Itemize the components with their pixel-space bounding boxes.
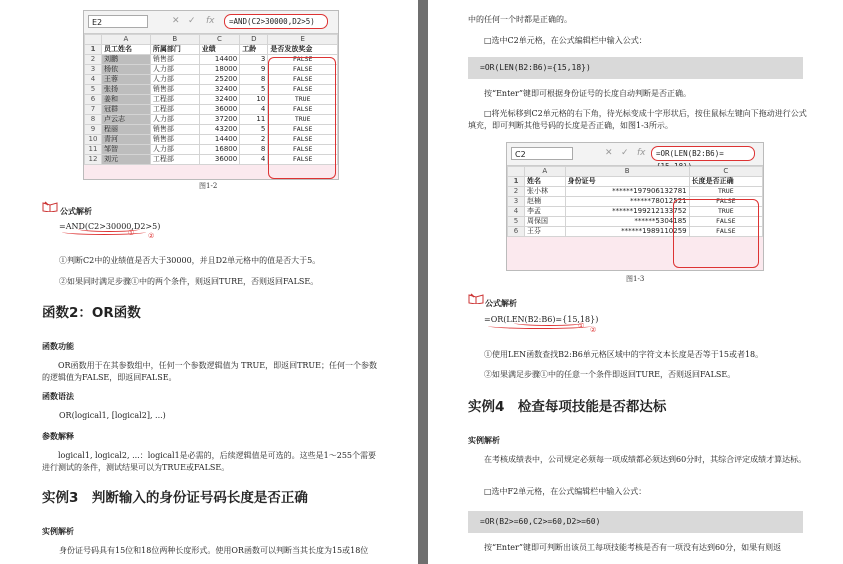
formula-line: =OR(LEN(B2:B6)={15,18}) [484, 315, 599, 324]
paragraph: 按“Enter”键即可判断出该员工每项技能考核是否有一项没有达到60分，如果有则返 [484, 543, 782, 552]
cell[interactable]: 杨依 [102, 65, 151, 75]
cell[interactable]: 刘鹏 [102, 55, 151, 65]
table-row [85, 45, 338, 55]
column-header[interactable]: A [102, 35, 151, 45]
paragraph: 在考核成绩表中，公司规定必须每一项成绩都必须达到60分时，其综合评定成绩才算达标。 [484, 455, 807, 464]
cell[interactable]: 32400 [199, 95, 239, 105]
paragraph: OR函数用于在其参数组中，任何一个参数逻辑值为 TRUE，即返回TRUE；任何一个参数的逻辑值为FALSE，即返回FALSE。 [42, 361, 378, 382]
section-heading: 函数2：OR函数 [42, 305, 141, 321]
cell[interactable]: 卢云志 [102, 115, 151, 125]
cell[interactable]: 43200 [199, 125, 239, 135]
header-cell[interactable]: 身份证号 [565, 177, 689, 187]
cell[interactable]: FALSE [268, 125, 338, 135]
marker-2: ② [590, 326, 597, 334]
subheading: 参数解释 [42, 432, 74, 441]
code-block: =OR(B2>=60,C2>=60,D2>=60) [468, 511, 803, 533]
marker-1: ① [128, 229, 135, 237]
cell[interactable]: 工程部 [150, 95, 199, 105]
header-cell[interactable]: 工龄 [240, 45, 268, 55]
paragraph: 身份证号码具有15位和18位两种长度形式。使用OR函数可以判断当其长度为15或18位 [59, 546, 369, 555]
cell[interactable]: TRUE [689, 187, 762, 197]
cell[interactable]: 18000 [199, 65, 239, 75]
confirm-icon: ✓ [621, 148, 629, 158]
code-block: =OR(LEN(B2:B6)={15,18}) [468, 57, 803, 79]
cancel-icon: ✕ [172, 16, 180, 26]
cell[interactable]: 销售部 [150, 55, 199, 65]
formula-bar [84, 11, 338, 34]
figure-caption: 图1-2 [199, 182, 218, 190]
cell[interactable]: FALSE [689, 227, 762, 237]
name-box[interactable]: C2 [511, 147, 573, 160]
analysis-title: 公式解析 [60, 207, 92, 216]
row-number[interactable]: 5 [85, 85, 102, 95]
step: □选中C2单元格，在公式编辑栏中输入公式： [484, 36, 647, 45]
row-number[interactable]: 4 [508, 207, 525, 217]
cell[interactable]: 4 [240, 155, 268, 165]
table-row [508, 187, 763, 197]
cell[interactable]: 人力部 [150, 65, 199, 75]
cell[interactable]: ******5304185 [565, 217, 689, 227]
header-cell[interactable]: 姓名 [525, 177, 566, 187]
formula-line: =AND(C2>30000,D2>5) [59, 222, 161, 231]
cell[interactable]: 11 [240, 115, 268, 125]
result-column-highlight [268, 57, 336, 179]
cell[interactable]: 王蓉 [102, 75, 151, 85]
cell[interactable]: FALSE [268, 85, 338, 95]
cell[interactable]: 4 [240, 105, 268, 115]
cell[interactable]: 赵楠 [525, 197, 566, 207]
cell[interactable]: 程丽 [102, 125, 151, 135]
analysis-title: 公式解析 [485, 299, 517, 308]
formula-input[interactable]: =OR(LEN(B2:B6)= [651, 146, 755, 161]
header-cell[interactable]: 业绩 [199, 45, 239, 55]
row-number[interactable]: 1 [85, 45, 102, 55]
row-number[interactable]: 3 [508, 197, 525, 207]
paragraph: ②如果满足步骤①中的任意一个条件即返回TURE，否则返回FALSE。 [484, 370, 736, 379]
cell[interactable]: 32400 [199, 85, 239, 95]
cell[interactable]: 人力部 [150, 145, 199, 155]
step: □选中F2单元格，在公式编辑栏中输入公式： [484, 487, 647, 496]
column-header[interactable]: E [268, 35, 338, 45]
cell[interactable]: FALSE [689, 217, 762, 227]
subheading: 实例解析 [468, 436, 500, 445]
cell[interactable]: 36000 [199, 155, 239, 165]
header-cell[interactable]: 长度是否正确 [689, 177, 762, 187]
row-number[interactable]: 5 [508, 217, 525, 227]
row-number[interactable]: 8 [85, 115, 102, 125]
cell[interactable]: TRUE [268, 95, 338, 105]
cell[interactable]: 李孟 [525, 207, 566, 217]
cell[interactable]: 邹智 [102, 145, 151, 155]
cell[interactable]: ******78012521 [565, 197, 689, 207]
subheading: 函数功能 [42, 342, 74, 351]
row-number[interactable]: 2 [85, 55, 102, 65]
cell[interactable]: 张小林 [525, 187, 566, 197]
header-cell[interactable]: 员工姓名 [102, 45, 151, 55]
left-page [0, 0, 418, 564]
header-cell[interactable]: 是否发放奖金 [268, 45, 338, 55]
row-number[interactable]: 6 [508, 227, 525, 237]
paragraph: 按“Enter”键即可根据身份证号的长度自动判断是否正确。 [484, 89, 691, 98]
column-header[interactable]: B [150, 35, 199, 45]
row-number[interactable]: 7 [85, 105, 102, 115]
cell[interactable]: FALSE [268, 75, 338, 85]
cell[interactable]: 青河 [102, 135, 151, 145]
section-heading: 实例3 判断输入的身份证号码长度是否正确 [42, 490, 308, 506]
formula-input[interactable]: =AND(C2>30000,D2>5) [224, 14, 328, 29]
cell[interactable]: 销售部 [150, 85, 199, 95]
cell[interactable]: 16800 [199, 145, 239, 155]
section-heading: 实例4 检查每项技能是否都达标 [468, 399, 667, 415]
paragraph: logical1, logical2, ...：logical1是必需的，后续逻辑值是可选的。这些是1～255个需要进行测试的条件，测试结果可以为TRUE或FALSE。 [42, 451, 377, 472]
cancel-icon: ✕ [605, 148, 613, 158]
fx-icon: fx [206, 16, 215, 26]
row-number[interactable]: 1 [508, 177, 525, 187]
paragraph: OR(logical1, [logical2], ...) [59, 411, 166, 420]
cell[interactable]: 销售部 [150, 135, 199, 145]
cell[interactable]: FALSE [268, 65, 338, 75]
cell[interactable]: FALSE [268, 105, 338, 115]
fx-icon: fx [637, 148, 646, 158]
cell[interactable]: 人力部 [150, 115, 199, 125]
row-number[interactable]: 2 [508, 187, 525, 197]
cell[interactable]: 14400 [199, 55, 239, 65]
marker-1: ① [578, 322, 585, 330]
row-number[interactable]: 9 [85, 125, 102, 135]
paragraph: ①判断C2中的业绩值是否大于30000，并且D2单元格中的值是否大于5。 [59, 256, 321, 265]
cell[interactable]: 工程部 [150, 105, 199, 115]
cell[interactable]: 8 [240, 75, 268, 85]
cell[interactable]: FALSE [268, 155, 338, 165]
cell[interactable]: 王芬 [525, 227, 566, 237]
subheading: 实例解析 [42, 527, 74, 536]
table-row [508, 177, 763, 187]
marker-2: ② [148, 232, 155, 240]
row-number[interactable]: 6 [85, 95, 102, 105]
cell[interactable]: 2 [240, 135, 268, 145]
cell[interactable]: 36000 [199, 105, 239, 115]
paragraph: ①使用LEN函数查找B2:B6单元格区域中的字符文本长度是否等于15或者18。 [484, 350, 764, 359]
cell[interactable]: 5 [240, 85, 268, 95]
cell[interactable]: ******199212133752 [565, 207, 689, 217]
row-number[interactable]: 11 [85, 145, 102, 155]
cell[interactable]: 周保国 [525, 217, 566, 227]
cell[interactable]: 8 [240, 145, 268, 155]
cell[interactable]: 3 [240, 55, 268, 65]
column-header-row [508, 167, 763, 177]
cell[interactable]: FALSE [268, 135, 338, 145]
column-header[interactable]: C [689, 167, 762, 177]
column-header[interactable]: A [525, 167, 566, 177]
cell[interactable]: 冠群 [102, 105, 151, 115]
paragraph: ②如果同时满足步骤①中的两个条件，则返回TURE，否则返回FALSE。 [59, 277, 319, 286]
cell[interactable]: TRUE [268, 115, 338, 125]
figure-caption: 图1-3 [626, 275, 645, 283]
cell[interactable]: FALSE [268, 145, 338, 155]
cell[interactable]: 人力部 [150, 75, 199, 85]
column-header[interactable]: D [240, 35, 268, 45]
book-icon [468, 293, 484, 304]
right-page [428, 0, 843, 564]
column-header[interactable]: C [199, 35, 239, 45]
cell[interactable]: 37200 [199, 115, 239, 125]
cell[interactable]: 5 [240, 125, 268, 135]
cell[interactable]: 工程部 [150, 155, 199, 165]
subheading: 函数语法 [42, 392, 74, 401]
header-cell[interactable]: 所属部门 [150, 45, 199, 55]
confirm-icon: ✓ [188, 16, 196, 26]
cell[interactable]: 张扬 [102, 85, 151, 95]
cell[interactable]: 销售部 [150, 125, 199, 135]
cell[interactable]: ******1989110259 [565, 227, 689, 237]
book-icon [42, 201, 58, 212]
row-number[interactable]: 10 [85, 135, 102, 145]
row-number[interactable]: 4 [85, 75, 102, 85]
column-header-row [85, 35, 338, 45]
cell[interactable]: TRUE [689, 207, 762, 217]
row-number[interactable]: 12 [85, 155, 102, 165]
cell[interactable]: 刘元 [102, 155, 151, 165]
paragraph: 中的任何一个时都是正确的。 [468, 15, 572, 24]
cell[interactable]: ******197906132781 [565, 187, 689, 197]
step: □将光标移到C2单元格的右下角，待光标变成十字形状后，按住鼠标左键向下拖动进行公式填充，即可判断其他号码的长度是否正确，如图1-3所示。 [468, 109, 807, 130]
cell[interactable]: 14400 [199, 135, 239, 145]
row-number[interactable]: 3 [85, 65, 102, 75]
cell[interactable]: 10 [240, 95, 268, 105]
name-box[interactable]: E2 [88, 15, 148, 28]
formula-bar [507, 143, 763, 166]
cell[interactable]: FALSE [268, 55, 338, 65]
column-header[interactable]: B [565, 167, 689, 177]
cell[interactable]: 25200 [199, 75, 239, 85]
formula-underline-outer [488, 323, 592, 329]
corner-cell[interactable] [85, 35, 102, 45]
figure-1-3-screenshot [506, 142, 764, 271]
corner-cell[interactable] [508, 167, 525, 177]
result-column-highlight [673, 199, 759, 268]
figure-1-2-screenshot [83, 10, 339, 180]
cell[interactable]: FALSE [689, 197, 762, 207]
cell[interactable]: 姜和 [102, 95, 151, 105]
cell[interactable]: 9 [240, 65, 268, 75]
